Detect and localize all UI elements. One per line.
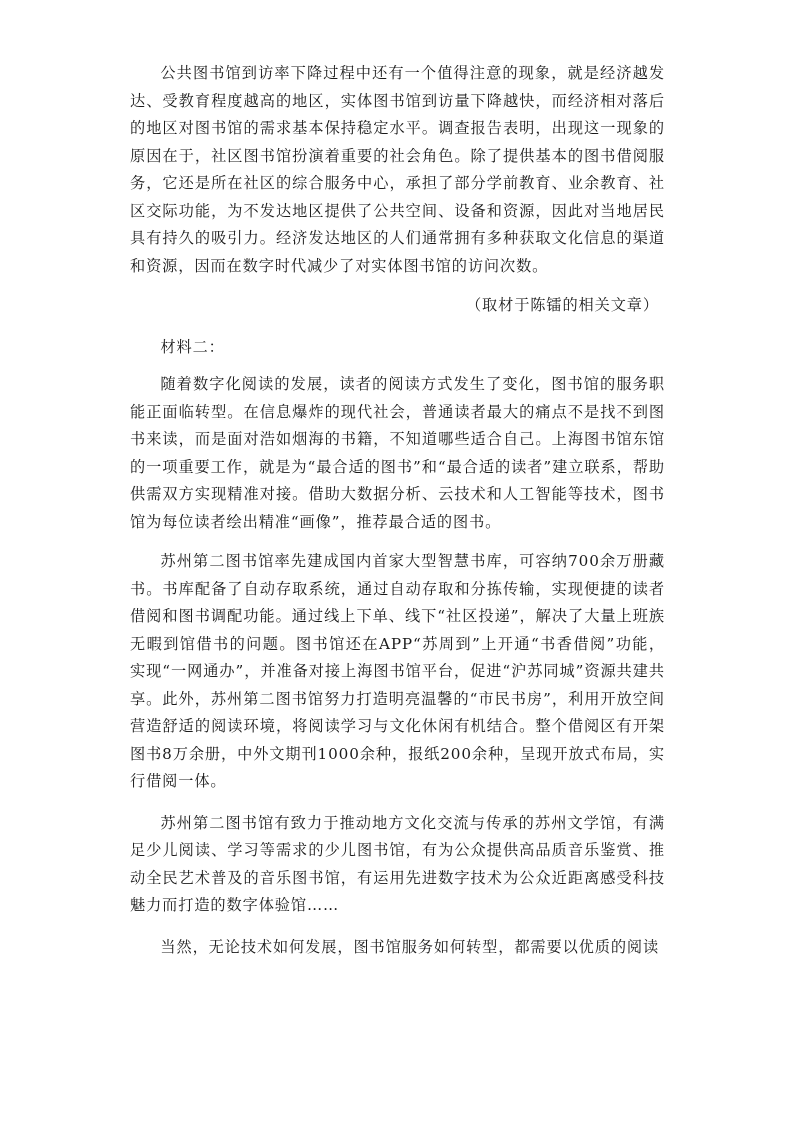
- paragraph-suzhou-halls: 苏州第二图书馆有致力于推动地方文化交流与传承的苏州文学馆，有满足少儿阅读、学习等需求的少儿图书馆，有为公众提供高品质音乐鉴赏、推动全民艺术普及的音乐图书馆，有运用先进数字技术为公众近距离感受科技魅力而打造的数字体验馆……: [130, 813, 665, 914]
- paragraph-conclusion-start: 当然，无论技术如何发展，图书馆服务如何转型，都需要以优质的阅读: [160, 937, 660, 956]
- paragraph-library-visits: 公共图书馆到访率下降过程中还有一个值得注意的现象，就是经济越发达、受教育程度越高的地区，实体图书馆到访量下降越快，而经济相对落后的地区对图书馆的需求基本保持稳定水平。调查报告表明，出现这一现象的原因在于，社区图书馆扮演着重要的社会角色。除了提供基本的图书借阅服务，它还是所在社区的综合服务中心，承担了部分学前教育、业余教育、社区交际功能，为不发达地区提供了公共空间、设备和资源，因此对当地居民具有持久的吸引力。经济发达地区的人们通常拥有多种获取文化信息的渠道和资源，因而在数字时代减少了对实体图书馆的访问次数。: [130, 64, 665, 275]
- document-page: [130, 60, 665, 961]
- source-citation: （取材于陈镭的相关文章）: [465, 296, 659, 314]
- paragraph-suzhou-smart-library: 苏州第二图书馆率先建成国内首家大型智慧书库，可容纳700余万册藏书。书库配备了自动存取系统，通过自动存取和分拣传输，实现便捷的读者借阅和图书调配功能。通过线上下单、线下“社区投递”，解决了大量上班族无暇到馆借书的问题。图书馆还在APP“苏周到”上开通“书香借阅”功能，实现“一网通办”，并准备对接上海图书馆平台，促进“沪苏同城”资源共建共享。此外，苏州第二图书馆努力打造明亮温馨的“市民书房”，利用开放空间营造舒适的阅读环境，将阅读学习与文化休闲有机结合。整个借阅区有开架图书8万余册，中外文期刊1000余种，报纸200余种，呈现开放式布局，实行借阅一体。: [130, 552, 665, 790]
- paragraph-digital-reading: 随着数字化阅读的发展，读者的阅读方式发生了变化，图书馆的服务职能正面临转型。在信息爆炸的现代社会，普通读者最大的痛点不是找不到图书来读，而是面对浩如烟海的书籍，不知道哪些适合自己。上海图书馆东馆的一项重要工作，就是为“最合适的图书”和“最合适的读者”建立联系，帮助供需双方实现精准对接。借助大数据分析、云技术和人工智能等技术，图书馆为每位读者绘出精准“画像”，推荐最合适的图书。: [130, 375, 665, 531]
- section-label-material-two: 材料二：: [160, 337, 225, 356]
